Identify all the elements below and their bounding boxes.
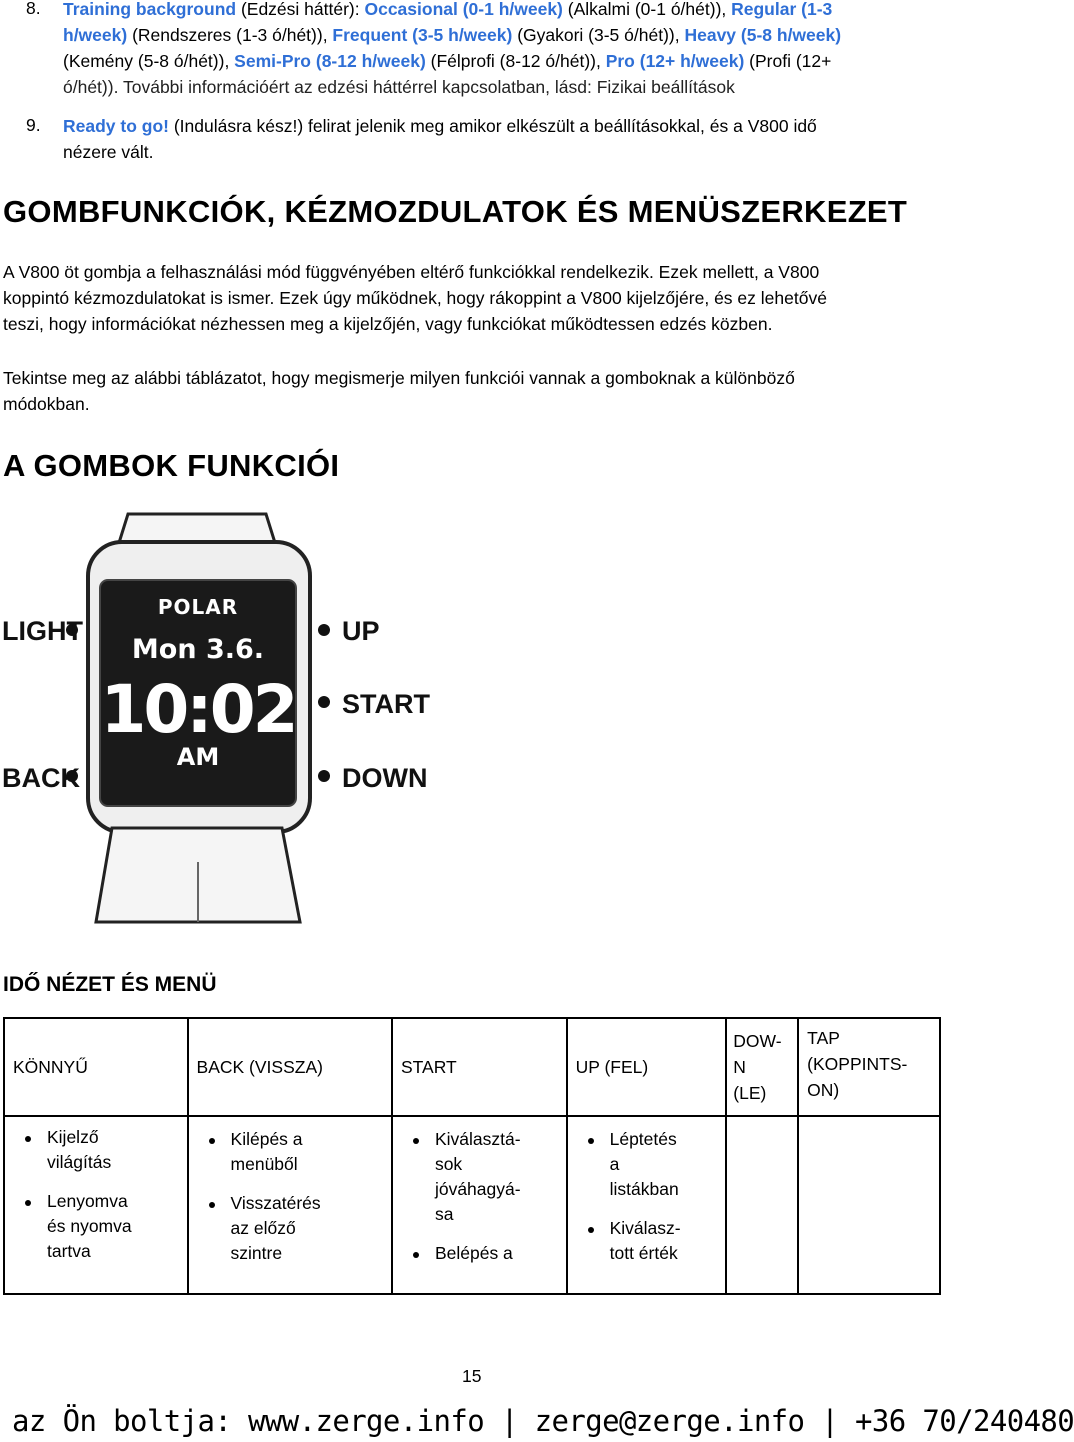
cell-text: a (609, 1154, 620, 1174)
table-intro-paragraph (3, 365, 795, 417)
cell-text: menüből (230, 1154, 298, 1174)
list-number-9: 9. (26, 115, 41, 135)
cell-tap (798, 1116, 940, 1294)
header-text: DOW- (733, 1031, 782, 1051)
intro-line: A V800 öt gombja a felhasználási mód függvényében eltérő funkciókkal rendelkezik. Ezek mellett, a V800 (3, 262, 820, 282)
intro-line: koppintó kézmozdulatokat is ismer. Ezek úgy működnek, hogy rákoppint a V800 kijelzőjére, és ez lehetővé (3, 288, 827, 308)
training-background-label: Training background (63, 0, 237, 19)
header-text: N (733, 1057, 746, 1077)
light-label: LIGHT (2, 616, 83, 646)
cell-text: sa (434, 1204, 454, 1224)
text: (Alkalmi (0-1 ó/hét)), (562, 0, 732, 19)
table-intro-line: módokban. (3, 394, 90, 414)
item-9-line2: nézere vált. (63, 142, 154, 162)
list-item (610, 1127, 720, 1202)
list-item (435, 1127, 560, 1227)
header-text: (KOPPINTS- (807, 1054, 908, 1074)
cell-text: jóváhagyá- (434, 1179, 521, 1199)
cell-text: Belépés a (434, 1243, 513, 1263)
list-item (231, 1127, 385, 1177)
button-functions-table (3, 1017, 941, 1295)
footer-contact: az Ön boltja: www.zerge.info | zerge@zerge.info | +36 70/240480 (12, 1404, 1074, 1438)
cell-text: Léptetés (609, 1129, 677, 1149)
text: (Rendszeres (1-3 ó/hét)), (127, 25, 333, 45)
down-button-dot[interactable] (318, 770, 330, 782)
frequent-option: Frequent (3-5 h/week) (332, 25, 513, 45)
watch-date: Mon 3.6. (131, 634, 265, 665)
start-button-dot[interactable] (318, 696, 330, 708)
header-down (726, 1018, 798, 1116)
page-number: 15 (462, 1366, 482, 1386)
header-text: (LE) (733, 1083, 767, 1103)
pro-option: Pro (12+ h/week) (605, 51, 745, 71)
up-button-dot[interactable] (318, 624, 330, 636)
cell-up (567, 1116, 727, 1294)
start-label: START (342, 689, 430, 719)
header-text: BACK (VISSZA) (196, 1057, 323, 1077)
cell-text: listákban (609, 1179, 679, 1199)
back-label: BACK (2, 763, 80, 793)
cell-text: Lenyomva (47, 1191, 128, 1211)
header-text: ON) (807, 1080, 840, 1100)
header-text: TAP (807, 1028, 840, 1048)
header-tap (798, 1018, 940, 1116)
watch-ampm: AM (176, 743, 220, 771)
header-light (4, 1018, 188, 1116)
text: (Indulásra kész!) felirat jelenik meg amikor elkészült a beállításokkal, és a V800 idő (168, 116, 817, 136)
text: (Kemény (5-8 ó/hét)), (63, 51, 235, 71)
cell-text: tartva (47, 1241, 91, 1261)
heavy-option: Heavy (5-8 h/week) (684, 25, 842, 45)
list-item (47, 1189, 181, 1264)
menu-title: IDŐ NÉZET ÉS MENÜ (3, 973, 217, 996)
item-8-text (63, 0, 943, 100)
table-intro-line: Tekintse meg az alábbi táblázatot, hogy megismerje milyen funkciói vannak a gomboknak a különböző (3, 368, 795, 388)
cell-text: Kiválasz- (609, 1218, 681, 1238)
table-row (4, 1116, 940, 1294)
text: (Edzési háttér): (236, 0, 365, 19)
item-8-line4: ó/hét)). További információért az edzési háttérrel kapcsolatban, lásd: Fizikai beállítások (63, 77, 735, 97)
header-back (188, 1018, 392, 1116)
cell-text: Visszatérés (230, 1193, 321, 1213)
down-label: DOWN (342, 763, 428, 793)
regular-option-cont: h/week) (63, 25, 128, 45)
cell-text: sok (434, 1154, 463, 1174)
intro-line: teszi, hogy információkat nézhessen meg a kijelzőjén, vagy funkciókat működtessen edzés közben. (3, 314, 773, 334)
cell-text: világítás (47, 1152, 112, 1172)
text: (Profi (12+ (744, 51, 832, 71)
text: (Félprofi (8-12 ó/hét)), (425, 51, 606, 71)
cell-back (188, 1116, 392, 1294)
regular-option: Regular (1-3 (731, 0, 833, 19)
header-start (392, 1018, 567, 1116)
header-text: START (400, 1057, 457, 1077)
watch-illustration (0, 510, 440, 930)
list-item (47, 1125, 181, 1175)
semipro-option: Semi-Pro (8-12 h/week) (234, 51, 426, 71)
cell-text: Kilépés a (230, 1129, 303, 1149)
cell-text: tott érték (609, 1243, 678, 1263)
text: (Gyakori (3-5 ó/hét)), (512, 25, 685, 45)
cell-light (4, 1116, 188, 1294)
section-title: GOMBFUNKCIÓK, KÉZMOZDULATOK ÉS MENÜSZERKEZET (3, 194, 908, 229)
list-number-8: 8. (26, 0, 41, 18)
list-item (610, 1216, 720, 1266)
header-up (567, 1018, 727, 1116)
list-item (231, 1191, 385, 1266)
cell-start (392, 1116, 567, 1294)
buttons-title: A GOMBOK FUNKCIÓI (3, 448, 340, 483)
up-label: UP (342, 616, 380, 646)
brand-logo: POLAR (157, 595, 239, 619)
header-text: UP (FEL) (575, 1057, 649, 1077)
cell-text: Kijelző (47, 1127, 99, 1147)
cell-text: az előző (230, 1218, 296, 1238)
header-text: KÖNNYŰ (13, 1057, 88, 1077)
watch-time: 10:02 (100, 671, 296, 748)
cell-text: szintre (230, 1243, 283, 1263)
ready-to-go-label: Ready to go! (63, 116, 169, 136)
occasional-option: Occasional (0-1 h/week) (364, 0, 563, 19)
intro-paragraph (3, 259, 827, 337)
table-header-row (4, 1018, 940, 1116)
cell-text: Kiválasztá- (434, 1129, 521, 1149)
cell-text: és nyomva (47, 1216, 132, 1236)
item-9-text (63, 113, 943, 165)
cell-down (726, 1116, 798, 1294)
list-item (435, 1241, 560, 1266)
